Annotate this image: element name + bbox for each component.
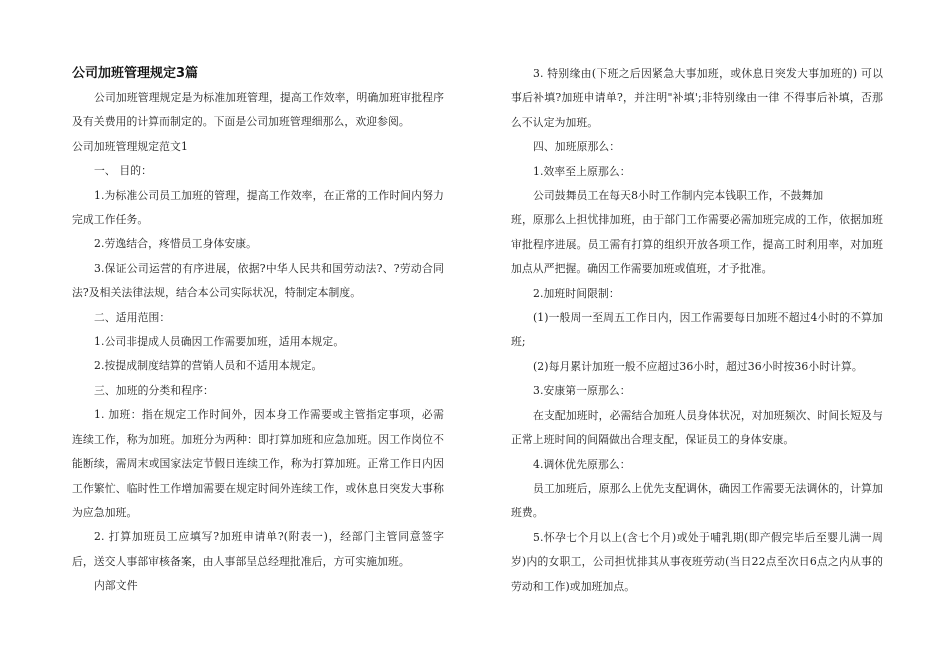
paragraph: 3. 特别缘由(下班之后因紧急大事加班，或休息日突发大事加班的) 可以事后补填?加班申请单?，并注明"补填';非特别缘由一律 不得事后补填，否那么不认定为加班。 — [511, 67, 883, 129]
paragraph: 5.怀孕七个月以上(含七个月)或处于哺乳期(即产假完毕后至婴儿满一周岁)内的女职工，公司担忧排其从事夜班劳动(当日22点至次日6点之内从事的劳动和工作)或加班加点。 — [511, 530, 883, 593]
left-column-body — [72, 86, 444, 599]
paragraph: 公司鼓舞员工在每天8小时工作制内完本钱职工作，不鼓舞加 — [533, 189, 824, 203]
paragraph: 班，原那么上担忧排加班，由于部门工作需要必需加班完成的工作，依据加班审批程序进展。员工需有打算的组织开放各项工作，提高工时利用率，对加班加点从严把握。确因工作需要加班或值班，才予批准。 — [511, 213, 883, 276]
paragraph: 公司加班管理规定范文1 — [72, 139, 188, 153]
paragraph: 1.为标准公司员工加班的管理，提高工作效率，在正常的工作时间内努力完成工作任务。 — [72, 188, 444, 227]
paragraph: 2.劳逸结合，疼惜员工身体安康。 — [94, 237, 258, 251]
paragraph: 3.安康第一原那么： — [533, 384, 631, 398]
paragraph: 2. 打算加班员工应填写?加班申请单?(附表一)，经部门主管同意签字后，送交人事部审核备案，由人事部呈总经理批准后，方可实施加班。 — [72, 530, 444, 568]
paragraph: 2.按提成制度结算的营销人员和不适用本规定。 — [94, 359, 323, 373]
paragraph: 3.保证公司运营的有序进展，依据?中华人民共和国劳动法?、?劳动合同法?及相关法律法规，结合本公司实际状况，特制定本制度。 — [72, 261, 444, 300]
paragraph: (1)一般周一至周五工作日内，因工作需要每日加班不超过4小时的不算加班; — [511, 311, 883, 349]
paragraph: 一、 目的： — [94, 164, 153, 178]
left-column — [72, 62, 444, 599]
paragraph: 四、加班原那么： — [533, 140, 621, 154]
paragraph: 1.公司非提成人员确因工作需要加班，适用本规定。 — [94, 335, 345, 349]
paragraph: 在支配加班时，必需结合加班人员身体状况，对加班频次、时间长短及与正常上班时间的间隔做出合理支配，保证员工的身体安康。 — [511, 408, 883, 447]
paragraph: (2)每月累计加班一般不应超过36小时，超过36小时按36小时计算。 — [533, 359, 863, 373]
paragraph: 内部文件 — [94, 579, 138, 593]
paragraph: 三、加班的分类和程序： — [94, 383, 214, 397]
right-column-body — [511, 62, 883, 599]
paragraph: 公司加班管理规定是为标准加班管理，提高工作效率，明确加班审批程序及有关费用的计算而制定的。下面是公司加班管理细那么，欢迎参阅。 — [72, 91, 444, 129]
document-title: 公司加班管理规定3篇 — [72, 66, 199, 81]
paragraph: 员工加班后，原那么上优先支配调休，确因工作需要无法调休的，计算加班费。 — [511, 481, 883, 520]
right-column — [511, 62, 883, 599]
paragraph: 1. 加班：指在规定工作时间外，因本身工作需要或主管指定事项，必需连续工作，称为加班。加班分为两种：即打算加班和应急加班。因工作岗位不能断续，需周末或国家法定节假日连续工作，称为打算加班。正常工作日内因工作繁忙、临时性工作增加需要在规定时间外连续工作，或休息日突发大事称为应急加班。 — [72, 408, 444, 519]
paragraph: 2.加班时间限制： — [533, 286, 620, 300]
paragraph: 4.调休优先原那么： — [533, 457, 631, 471]
paragraph: 1.效率至上原那么： — [533, 164, 631, 178]
paragraph: 二、适用范围： — [94, 310, 171, 324]
